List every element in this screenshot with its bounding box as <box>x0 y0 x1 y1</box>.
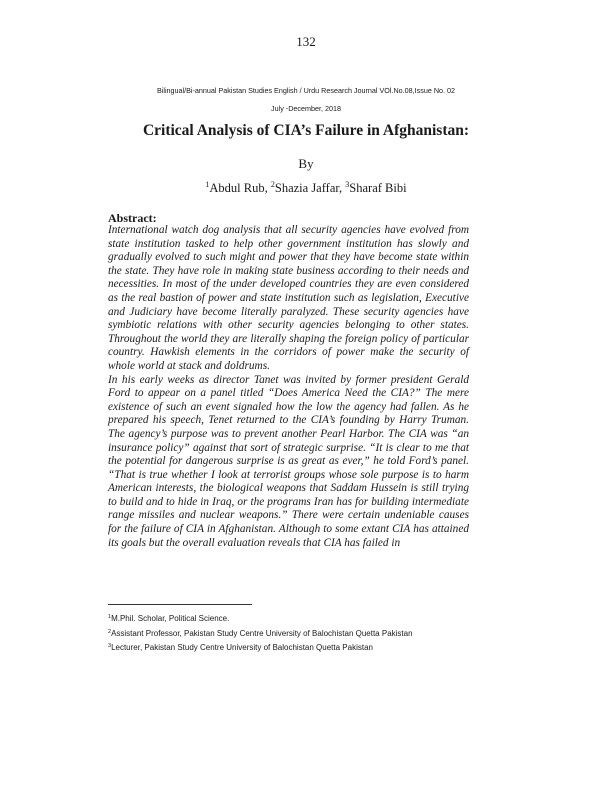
footnote-3-mark: 3 <box>108 643 112 649</box>
author-3 <box>345 181 406 195</box>
by-line: By <box>298 156 314 171</box>
author-3-name: Sharaf Bibi <box>349 181 407 195</box>
author-3-mark: 3 <box>345 180 350 189</box>
abstract-paragraph-1: International watch dog analysis that all security agencies have evolved from state institution tasked to help other government institution has slowly and gradually evolved to such might and power that they have become state within the state. They have role in making state business according to their needs and necessities. In most of the under developed countries they are even considered as the real bastion of power and state institution such as legislation, Executive and Judiciary have become literally paralyzed. These security agencies have symbiotic relations with other security agencies belonging to other states. Throughout the world they are literally shaping the foreign policy of particular country. Hawkish elements in the corridors of power make the security of whole world at stack and doldrums. <box>108 224 469 372</box>
abstract-body <box>108 224 469 550</box>
author-2 <box>271 181 345 195</box>
author-1-name: Abdul Rub, <box>209 181 271 195</box>
author-2-mark: 2 <box>270 180 275 189</box>
author-1 <box>205 181 270 195</box>
page-number: 132 <box>296 34 316 49</box>
paper-title: Critical Analysis of CIA’s Failure in Afghanistan: <box>142 122 470 139</box>
footnotes <box>108 611 508 655</box>
author-1-mark: 1 <box>205 180 210 189</box>
footnote-2-text: Assistant Professor, Pakistan Study Centre University of Balochistan Quetta Pakistan <box>111 628 413 638</box>
abstract-heading: Abstract: <box>108 211 157 225</box>
journal-date: July -December, 2018 <box>271 104 341 113</box>
journal-header: Bilingual/Bi-annual Pakistan Studies English / Urdu Research Journal VOl.No.08,Issue No. 02 <box>156 86 456 95</box>
footnote-divider <box>108 604 252 605</box>
footnote-3 <box>108 640 508 655</box>
footnote-2-mark: 2 <box>108 628 112 635</box>
footnote-1 <box>108 611 508 626</box>
footnote-3-text: Lecturer, Pakistan Study Centre University of Balochistan Quetta Pakistan <box>111 643 373 652</box>
footnote-1-text: M.Phil. Scholar, Political Science. <box>111 614 230 623</box>
author-2-name: Shazia Jaffar, <box>274 181 346 195</box>
footnote-1-mark: 1 <box>108 614 112 620</box>
abstract-paragraph-2: In his early weeks as director Tanet was invited by former president Gerald Ford to appear on a panel titled “Does America Need the CIA?” The mere existence of such an event signaled how the low the agency had fallen. As he prepared his speech, Tenet returned to the CIA’s founding by Harry Truman. The agency’s purpose was to prevent another Pearl Harbor. The CIA was “an insurance policy” against that sort of strategic surprise. “It is clear to me that the potential for dangerous surprise is as great as ever,” he told Ford’s panel. “That is true whether I look at terrorist groups whose sole purpose is to harm American interests, the biological weapons that Saddam Hussein is still trying to build and to hide in Iraq, or the programs Iran has for building intermediate range missiles and nuclear weapons.” There were certain undeniable causes for the failure of CIA in Afghanistan. Although to some extant CIA has attained its goals but the overall evaluation reveals that CIA has failed in <box>108 373 469 549</box>
footnote-2 <box>108 626 508 641</box>
author-list <box>0 180 612 196</box>
